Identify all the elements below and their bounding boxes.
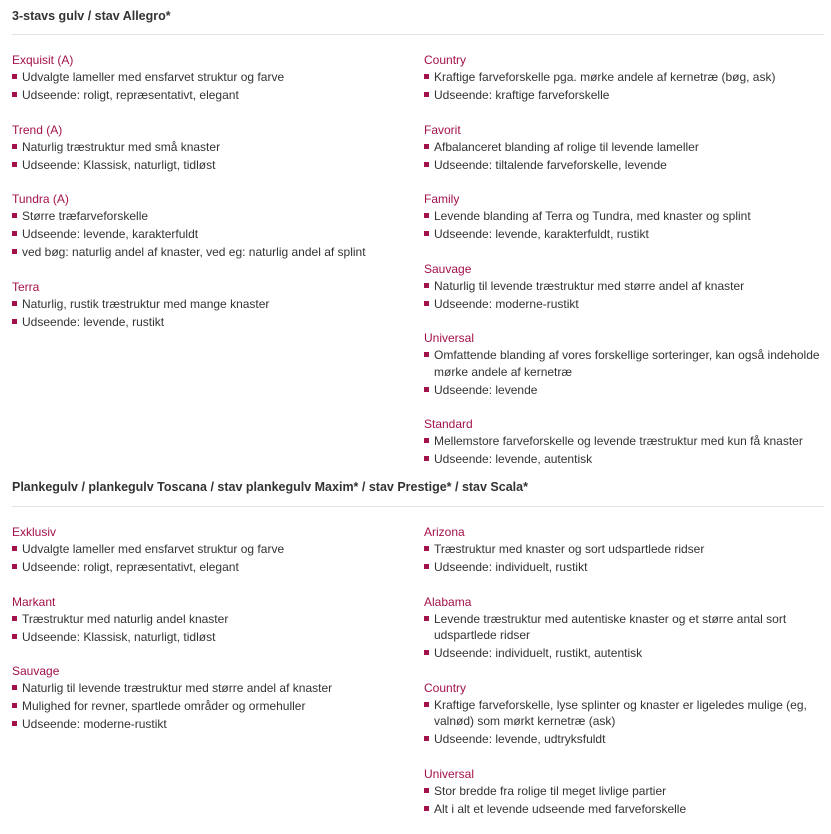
list-item <box>424 87 824 104</box>
grade-title: Universal <box>424 331 475 345</box>
square-bullet-icon <box>424 162 429 167</box>
square-bullet-icon <box>12 92 17 97</box>
list-item-text: Udseende: levende, autentisk <box>434 452 593 466</box>
square-bullet-icon <box>424 564 429 569</box>
list-item <box>12 680 412 697</box>
list-item-text: Udseende: roligt, repræsentativt, elegant <box>22 560 239 574</box>
list-item-text: Træstruktur med knaster og sort udspartlede ridser <box>434 542 705 556</box>
grade-title: Trend (A) <box>12 122 63 137</box>
list-item <box>424 226 824 243</box>
square-bullet-icon <box>424 788 429 793</box>
square-bullet-icon <box>12 721 17 726</box>
list-item-text: Levende blanding af Terra og Tundra, med knaster og splint <box>434 209 751 223</box>
square-bullet-icon <box>12 634 17 639</box>
square-bullet-icon <box>424 702 429 707</box>
grade-title: Arizona <box>424 525 465 539</box>
square-bullet-icon <box>424 301 429 306</box>
list-item-text: Udseende: moderne-rustikt <box>22 717 167 731</box>
grade-group <box>12 121 412 174</box>
grade-title: Tundra (A) <box>12 192 69 206</box>
grade-group <box>12 278 412 331</box>
square-bullet-icon <box>424 144 429 149</box>
list-item <box>12 208 412 225</box>
square-bullet-icon <box>12 616 17 621</box>
grade-title: Favorit <box>424 122 461 137</box>
grade-group <box>424 190 824 243</box>
section-1-right-column <box>424 51 824 485</box>
square-bullet-icon <box>12 74 17 79</box>
list-item-text: Udvalgte lameller med ensfarvet struktur og farve <box>22 542 285 556</box>
list-item <box>12 69 412 86</box>
list-item-text: Kraftige farveforskelle pga. mørke andele af kernetræ (bøg, ask) <box>434 70 776 84</box>
square-bullet-icon <box>424 213 429 218</box>
square-bullet-icon <box>424 387 429 392</box>
list-item <box>12 226 412 243</box>
list-item <box>12 698 412 715</box>
square-bullet-icon <box>12 703 17 708</box>
list-item <box>424 69 824 86</box>
list-item <box>424 645 824 662</box>
section-2-left-column <box>12 523 412 750</box>
list-item <box>424 208 824 225</box>
list-item <box>424 801 824 818</box>
list-item-text: Udseende: tiltalende farveforskelle, levende <box>434 157 667 172</box>
list-item <box>12 716 412 733</box>
grade-title: Universal <box>424 766 475 781</box>
list-item-text: Kraftige farveforskelle, lyse splinter og knaster er ligeledes mulige (eg, valnød) som mørkt kernetræ (ask) <box>434 697 807 728</box>
list-item <box>12 87 412 104</box>
section-divider <box>12 34 824 35</box>
grade-title: Country <box>424 53 467 67</box>
list-item-text: Levende træstruktur med autentiske knaster og et større antal sort udspartlede ridser <box>434 611 787 642</box>
square-bullet-icon <box>424 546 429 551</box>
list-item <box>12 611 412 628</box>
grade-group <box>12 662 412 733</box>
list-item <box>424 559 824 576</box>
list-item-text: Alt i alt et levende udseende med farveforskelle <box>434 801 687 816</box>
grade-group <box>12 51 412 104</box>
square-bullet-icon <box>12 546 17 551</box>
list-item <box>424 731 824 748</box>
list-item-text: Naturlig til levende træstruktur med større andel af knaster <box>22 681 333 695</box>
section-2-right-column <box>424 523 824 834</box>
list-item-text: Udseende: roligt, repræsentativt, elegant <box>22 88 239 102</box>
grade-title: Country <box>424 680 467 695</box>
list-item-text: Omfattende blanding af vores forskellige sorteringer, kan også indeholde mørke andele af kernetræ <box>434 348 820 379</box>
square-bullet-icon <box>12 213 17 218</box>
list-item <box>424 697 824 730</box>
square-bullet-icon <box>424 438 429 443</box>
grade-title: Terra <box>12 279 40 294</box>
grade-title: Family <box>424 192 460 206</box>
list-item-text: Udseende: individuelt, rustikt <box>434 560 588 574</box>
grade-group <box>12 593 412 646</box>
square-bullet-icon <box>12 319 17 324</box>
grade-group <box>424 679 824 748</box>
grade-group <box>424 523 824 576</box>
square-bullet-icon <box>424 74 429 79</box>
list-item <box>424 157 824 174</box>
list-item-text: Udseende: levende <box>434 382 538 397</box>
square-bullet-icon <box>12 249 17 254</box>
list-item <box>12 244 412 261</box>
list-item-text: ved bøg: naturlig andel af knaster, ved eg: naturlig andel af splint <box>22 245 366 259</box>
section-divider <box>12 506 824 507</box>
square-bullet-icon <box>424 92 429 97</box>
grade-title: Standard <box>424 417 473 431</box>
square-bullet-icon <box>12 301 17 306</box>
section-title-plankegulv: Plankegulv / plankegulv Toscana / stav plankegulv Maxim* / stav Prestige* / stav Scala* <box>12 480 528 494</box>
grade-group <box>424 260 824 313</box>
list-item-text: Udseende: levende, karakterfuldt, rustikt <box>434 227 649 241</box>
list-item <box>424 611 824 644</box>
list-item <box>424 347 824 380</box>
list-item-text: Udseende: levende, rustikt <box>22 314 165 329</box>
square-bullet-icon <box>12 162 17 167</box>
grade-group <box>12 523 412 576</box>
list-item <box>424 296 824 313</box>
square-bullet-icon <box>424 352 429 357</box>
list-item-text: Afbalanceret blanding af rolige til levende lameller <box>434 139 699 154</box>
list-item <box>12 541 412 558</box>
list-item-text: Større træfarveforskelle <box>22 209 149 223</box>
list-item-text: Mulighed for revner, spartlede områder og ormehuller <box>22 699 306 713</box>
grade-group <box>424 765 824 818</box>
list-item-text: Stor bredde fra rolige til meget livlige partier <box>434 783 667 798</box>
grade-title: Exklusiv <box>12 525 57 539</box>
list-item-text: Udseende: Klassisk, naturligt, tidløst <box>22 629 216 644</box>
grade-group <box>424 121 824 174</box>
square-bullet-icon <box>12 685 17 690</box>
grade-group <box>424 415 824 468</box>
section-title-3-stavs: 3-stavs gulv / stav Allegro* <box>12 9 171 23</box>
list-item <box>12 314 412 331</box>
grade-title: Sauvage <box>424 261 472 276</box>
list-item-text: Udseende: kraftige farveforskelle <box>434 88 610 102</box>
list-item <box>12 296 412 313</box>
list-item <box>424 541 824 558</box>
list-item-text: Træstruktur med naturlig andel knaster <box>22 611 229 626</box>
grade-title: Sauvage <box>12 664 60 678</box>
square-bullet-icon <box>12 231 17 236</box>
list-item-text: Udseende: Klassisk, naturligt, tidløst <box>22 157 216 172</box>
list-item <box>424 382 824 399</box>
list-item <box>424 433 824 450</box>
list-item-text: Udseende: levende, udtryksfuldt <box>434 732 606 746</box>
list-item-text: Udvalgte lameller med ensfarvet struktur og farve <box>22 70 285 84</box>
list-item <box>12 559 412 576</box>
list-item <box>424 451 824 468</box>
list-item <box>12 157 412 174</box>
list-item <box>12 629 412 646</box>
list-item-text: Udseende: levende, karakterfuldt <box>22 227 199 241</box>
grade-group <box>12 190 412 261</box>
square-bullet-icon <box>424 231 429 236</box>
square-bullet-icon <box>424 616 429 621</box>
square-bullet-icon <box>424 736 429 741</box>
list-item <box>424 783 824 800</box>
square-bullet-icon <box>12 144 17 149</box>
square-bullet-icon <box>424 283 429 288</box>
square-bullet-icon <box>424 650 429 655</box>
list-item-text: Naturlig træstruktur med små knaster <box>22 139 221 154</box>
list-item <box>424 139 824 156</box>
grade-title: Alabama <box>424 594 472 609</box>
square-bullet-icon <box>424 456 429 461</box>
grade-group <box>424 329 824 398</box>
square-bullet-icon <box>12 564 17 569</box>
square-bullet-icon <box>424 806 429 811</box>
list-item-text: Mellemstore farveforskelle og levende træstruktur med kun få knaster <box>434 434 803 448</box>
list-item-text: Udseende: moderne-rustikt <box>434 296 579 311</box>
list-item-text: Udseende: individuelt, rustikt, autentisk <box>434 646 643 660</box>
section-1-left-column <box>12 51 412 347</box>
grade-title: Exquisit (A) <box>12 53 74 67</box>
list-item <box>12 139 412 156</box>
grade-title: Markant <box>12 594 56 609</box>
grade-group <box>424 593 824 662</box>
list-item <box>424 278 824 295</box>
list-item-text: Naturlig, rustik træstruktur med mange knaster <box>22 296 270 311</box>
list-item-text: Naturlig til levende træstruktur med større andel af knaster <box>434 278 745 293</box>
grade-group <box>424 51 824 104</box>
